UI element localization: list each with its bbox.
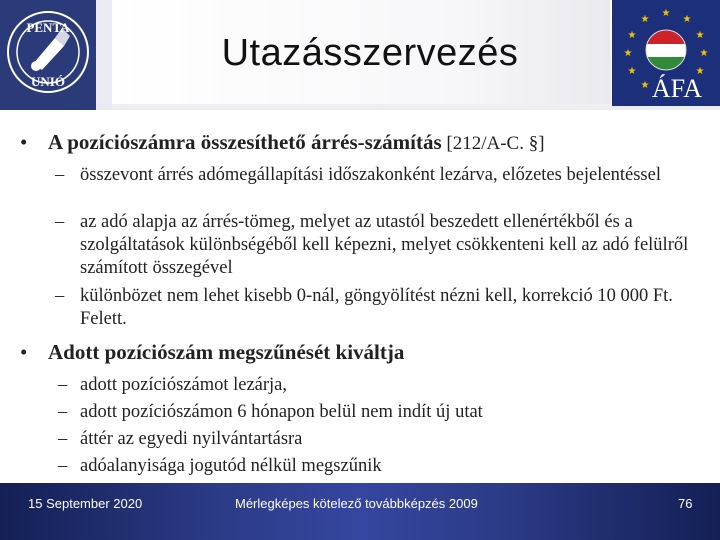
dash-marker: – <box>58 402 68 422</box>
svg-text:★: ★ <box>640 80 650 91</box>
svg-text:★: ★ <box>695 66 705 77</box>
footer-event: Mérlegképes kötelező továbbképzés 2009 <box>235 496 478 511</box>
logo-text-top: PENTA <box>26 20 70 35</box>
svg-text:★: ★ <box>661 8 671 19</box>
bullet-1-reference: [212/A-C. §] <box>441 133 545 154</box>
list-item <box>58 372 698 399</box>
slide-title: Utazásszervezés <box>221 32 519 74</box>
svg-text:★: ★ <box>699 48 709 59</box>
bullet-2-heading: Adott pozíciószám megszűnését kiváltja <box>48 340 405 364</box>
list-item-text: adott pozíciószámot lezárja, <box>80 375 288 395</box>
sub-item-1 <box>55 164 715 187</box>
sub-item-3 <box>55 285 715 331</box>
sub-item-2 <box>55 211 715 280</box>
bullet-1 <box>20 130 710 155</box>
list-item-text: áttér az egyedi nyilvántartásra <box>80 429 303 449</box>
list-item <box>58 453 698 480</box>
list-item <box>58 399 698 426</box>
bullet-marker: • <box>20 130 28 154</box>
svg-text:★: ★ <box>640 14 650 25</box>
dash-marker: – <box>55 286 65 306</box>
dash-marker: – <box>58 429 68 449</box>
svg-text:★: ★ <box>695 30 705 41</box>
list-item-text: adott pozíciószámon 6 hónapon belül nem indít új utat <box>80 402 483 422</box>
dash-marker: – <box>55 165 65 185</box>
bullet-2 <box>20 340 710 365</box>
bullet-1-heading: A pozíciószámra összesíthető árrés-számítás <box>48 130 442 154</box>
dash-marker: – <box>58 375 68 395</box>
sub-item-text: összevont árrés adómegállapítási időszakonként lezárva, előzetes bejelentéssel <box>80 165 661 185</box>
sub-item-text: különbözet nem lehet kisebb 0-nál, göngyölítést nézni kell, korrekció 10 000 Ft. Felett. <box>80 286 673 329</box>
slide-footer <box>0 483 720 540</box>
afa-label: ÁFA <box>651 74 702 103</box>
svg-text:★: ★ <box>682 14 692 25</box>
bullet-marker: • <box>20 340 28 364</box>
list-item <box>58 426 698 453</box>
page-number: 76 <box>678 496 693 511</box>
logo-text-bottom: UNIÓ <box>31 74 65 89</box>
footer-date: 15 September 2020 <box>28 496 143 511</box>
dash-marker: – <box>58 456 68 476</box>
list-item-text: adóalanyisága jogutód nélkül megszűnik <box>80 456 382 476</box>
bullet-2-list <box>58 372 698 480</box>
svg-text:★: ★ <box>623 48 633 59</box>
sub-item-text: az adó alapja az árrés-tömeg, melyet az utastól beszedett ellenértékből és a szolgáltatások különbségéből kell képezni, melyet csökkenteni kell az adó felülről számított összegével <box>80 212 689 278</box>
dash-marker: – <box>55 212 65 232</box>
svg-text:★: ★ <box>627 66 637 77</box>
svg-text:★: ★ <box>627 30 637 41</box>
